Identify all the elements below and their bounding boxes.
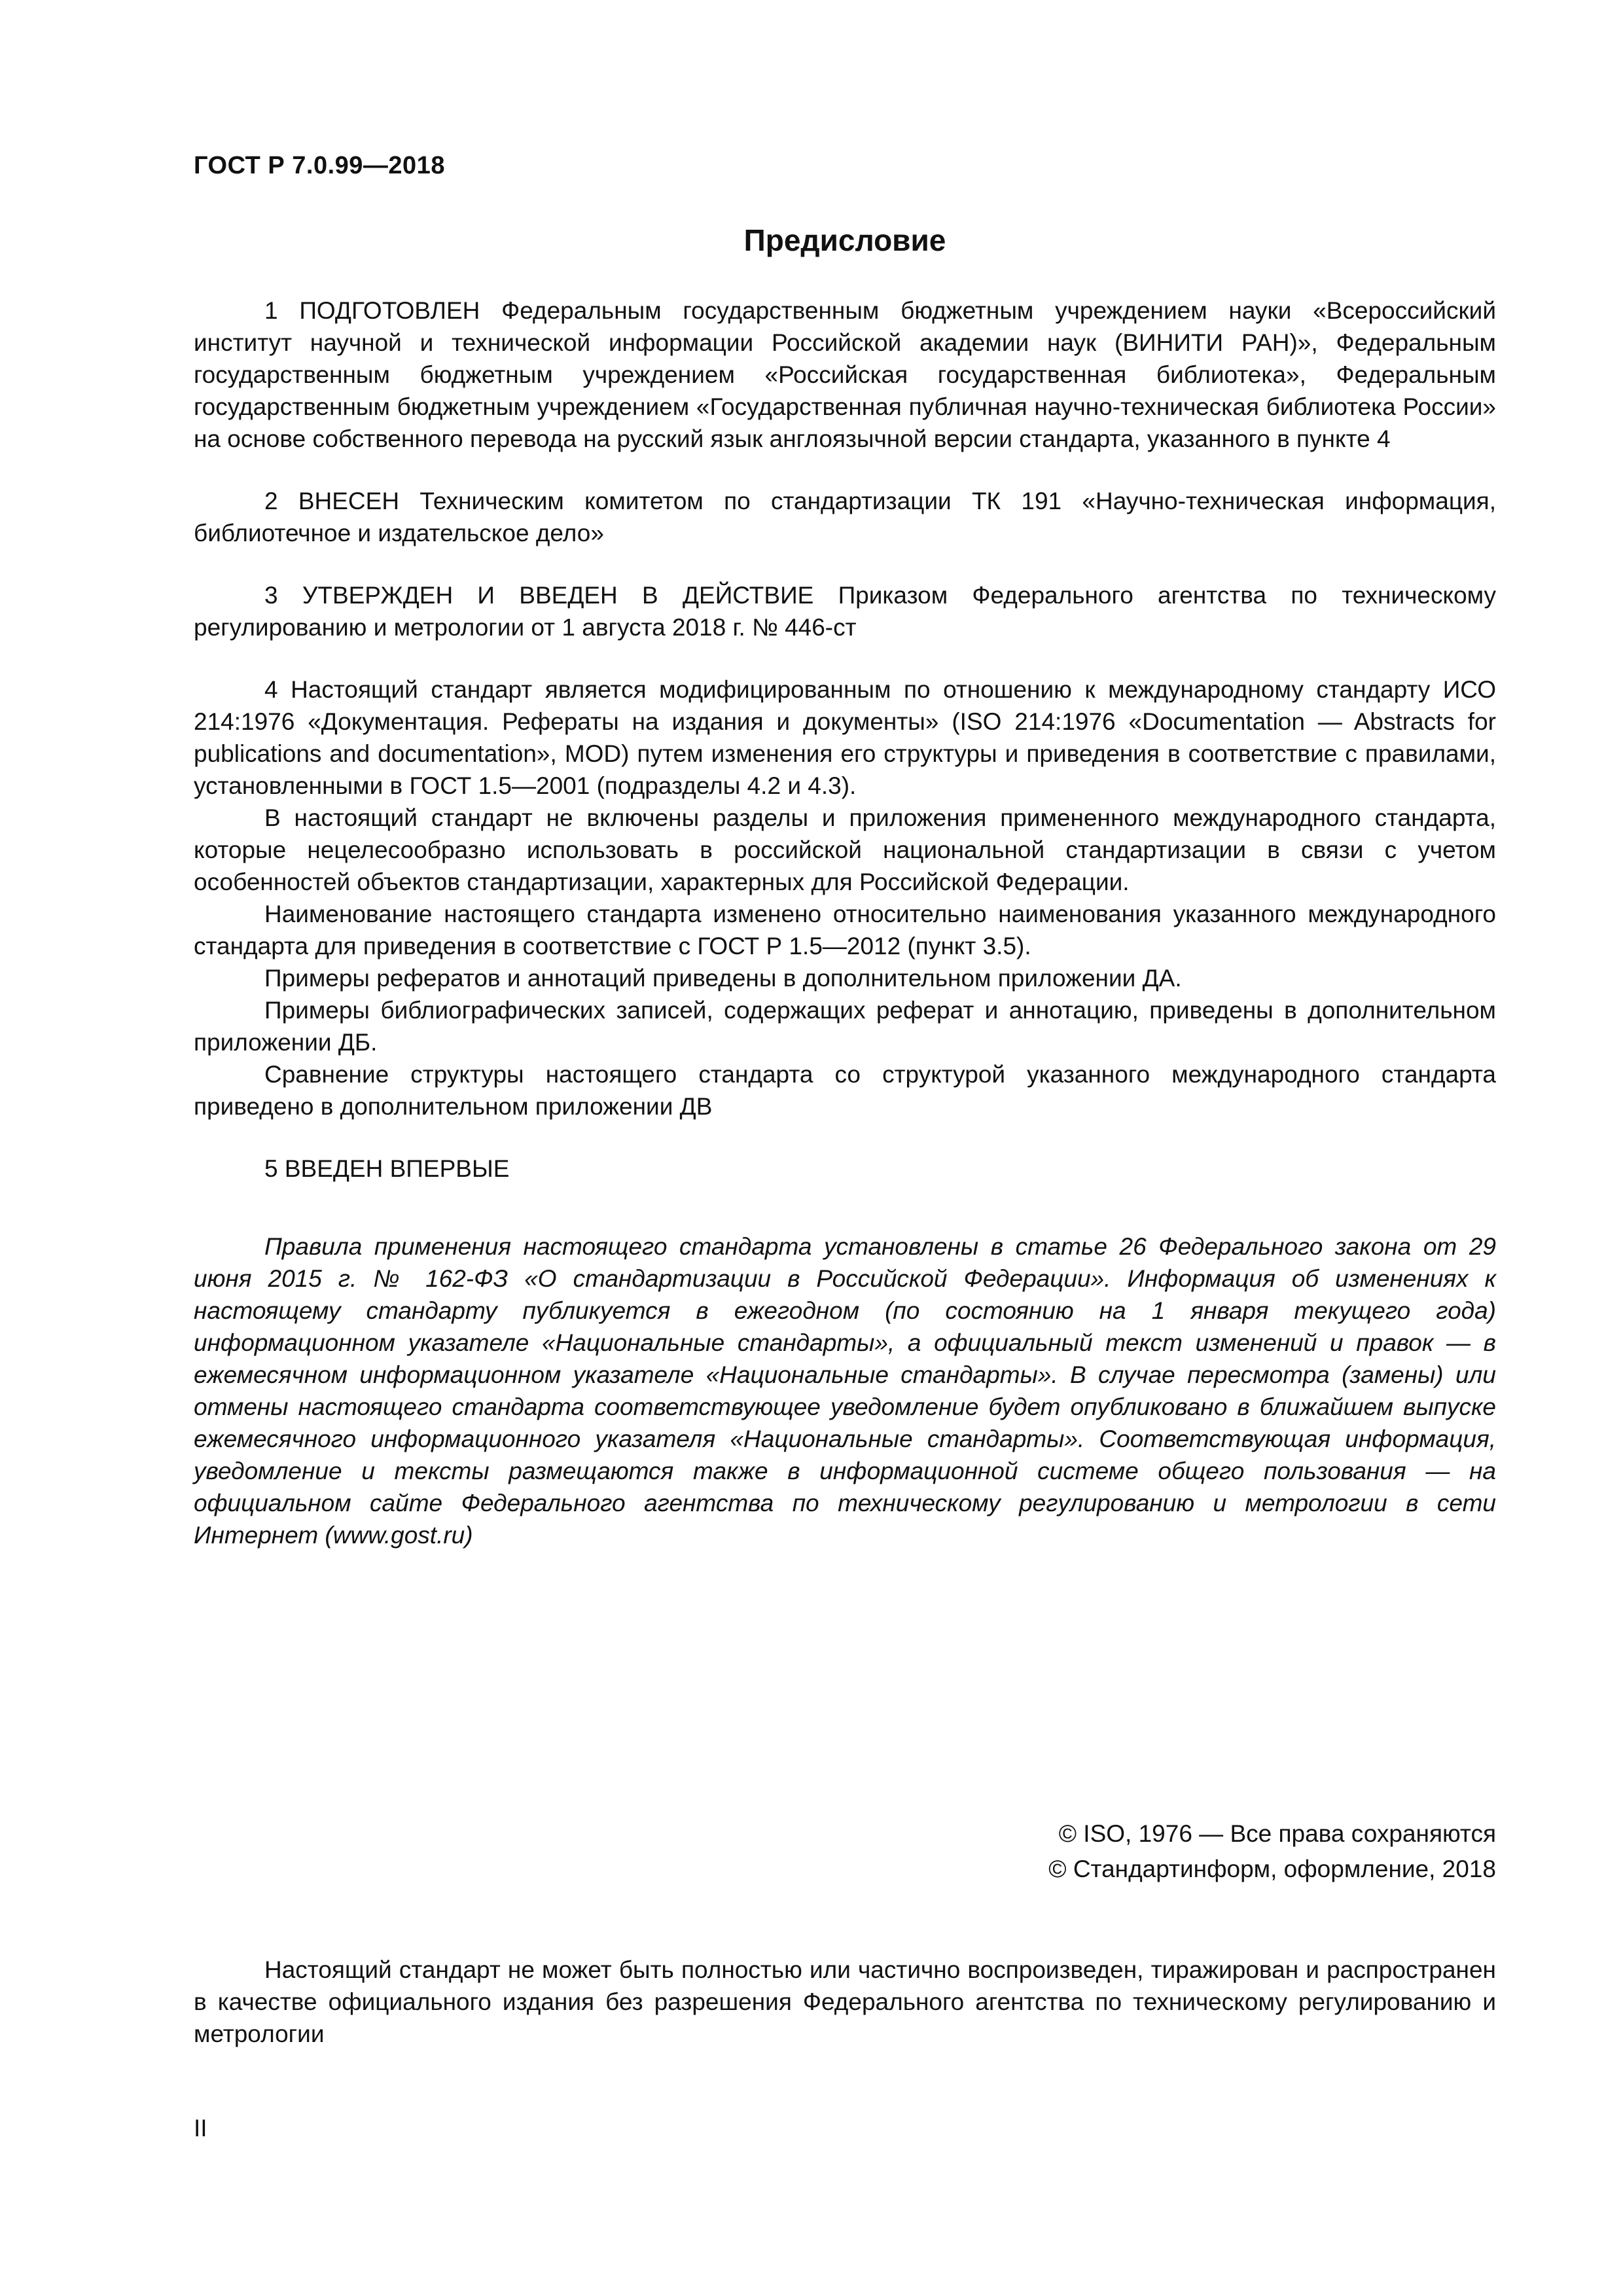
document-code: ГОСТ Р 7.0.99—2018 bbox=[194, 152, 445, 179]
application-notice bbox=[194, 1230, 1496, 1551]
section-paragraph: Наименование настоящего стандарта изменено относительно наименования указанного международного стандарта для приведения в соответствие с ГОСТ Р 1.5—2012 (пункт 3.5). bbox=[194, 901, 1496, 960]
section-paragraph: 2 ВНЕСЕН Техническим комитетом по стандартизации ТК 191 «Научно-техническая информация, библиотечное и издательское дело» bbox=[194, 488, 1496, 547]
foreword-body bbox=[194, 295, 1496, 1185]
page-title: Предисловие bbox=[743, 223, 946, 257]
section-paragraph: 4 Настоящий стандарт является модифицированным по отношению к международному стандарту ИСО 214:1976 «Документация. Рефераты на издания и документы» (ISO 214:1976 «Documentation — Abstracts for publications and documentation», MOD) путем изменения его структуры и приведения в соответствие с правилами, установленными в ГОСТ 1.5—2001 (подразделы 4.2 и 4.3). bbox=[194, 676, 1496, 799]
section-1 bbox=[194, 295, 1496, 455]
section-paragraph: В настоящий стандарт не включены разделы и приложения примененного международного стандарта, которые нецелесообразно использовать в российской национальной стандартизации в связи с учетом особенностей объектов стандартизации, характерных для Российской Федерации. bbox=[194, 804, 1496, 895]
section-3 bbox=[194, 579, 1496, 643]
reproduction-notice bbox=[194, 1954, 1496, 2050]
page-number: II bbox=[194, 2115, 207, 2142]
section-5 bbox=[194, 1153, 1496, 1185]
copyright-block bbox=[1048, 1816, 1496, 1887]
section-paragraph: 5 ВВЕДЕН ВПЕРВЫЕ bbox=[264, 1155, 510, 1182]
section-4 bbox=[194, 673, 1496, 1122]
section-paragraph: 3 УТВЕРЖДЕН И ВВЕДЕН В ДЕЙСТВИЕ Приказом Федерального агентства по техническому регулированию и метрологии от 1 августа 2018 г. № 446-ст bbox=[194, 582, 1496, 641]
section-paragraph: Примеры библиографических записей, содержащих реферат и аннотацию, приведены в дополнительном приложении ДБ. bbox=[194, 997, 1496, 1056]
copyright-publisher: © Стандартинформ, оформление, 2018 bbox=[1048, 1856, 1496, 1882]
section-2 bbox=[194, 485, 1496, 549]
section-paragraph: Примеры рефератов и аннотаций приведены в дополнительном приложении ДА. bbox=[264, 965, 1182, 992]
section-paragraph: Сравнение структуры настоящего стандарта со структурой указанного международного стандарта приведено в дополнительном приложении ДВ bbox=[194, 1061, 1496, 1120]
section-paragraph: 1 ПОДГОТОВЛЕН Федеральным государственным бюджетным учреждением науки «Всероссийский институт научной и технической информации Российской академии наук (ВИНИТИ РАН)», Федеральным государственным бюджетным учреждением «Российская государственная библиотека», Федеральным государственным бюджетным учреждением «Государственная публичная научно-техническая библиотека России» на основе собственного перевода на русский язык англоязычной версии стандарта, указанного в пункте 4 bbox=[194, 297, 1496, 452]
notice-paragraph: Правила применения настоящего стандарта установлены в статье 26 Федерального закона от 29 июня 2015 г. № 162-ФЗ «О стандартизации в Российской Федерации». Информация об изменениях к настоящему стандарту публикуется в ежегодном (по состоянию на 1 января текущего года) информационном указателе «Национальные стандарты», а официальный текст изменений и правок — в ежемесячном информационном указателе «Национальные стандарты». В случае пересмотра (замены) или отмены настоящего стандарта соответствующее уведомление будет опубликовано в ближайшем выпуске ежемесячного информационного указателя «Национальные стандарты». Соответствующая информация, уведомление и тексты размещаются также в информационной системе общего пользования — на официальном сайте Федерального агентства по техническому регулированию и метрологии в сети Интернет (www.gost.ru) bbox=[194, 1233, 1496, 1549]
legal-paragraph: Настоящий стандарт не может быть полностью или частично воспроизведен, тиражирован и распространен в качестве официального издания без разрешения Федерального агентства по техническому регулированию и метрологии bbox=[194, 1956, 1496, 2047]
copyright-iso: © ISO, 1976 — Все права сохраняются bbox=[1058, 1820, 1496, 1847]
